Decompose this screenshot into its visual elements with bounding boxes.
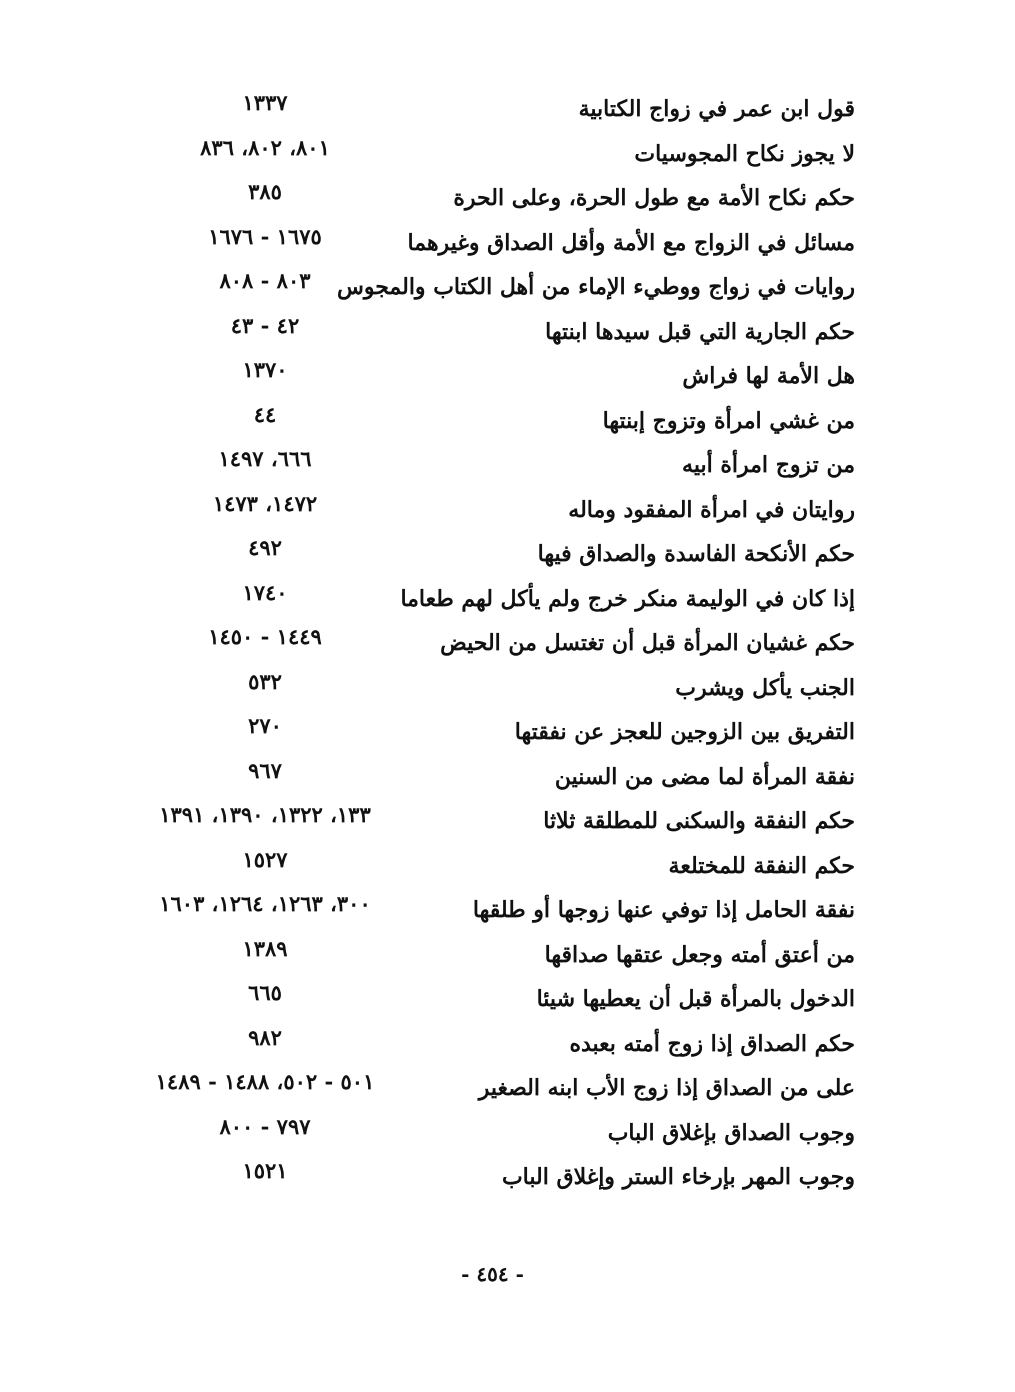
entry-topic: حكم الجارية التي قبل سيدها ابنتها xyxy=(545,318,855,345)
entry-pages: ٤٩٢ xyxy=(248,535,282,560)
index-list xyxy=(0,88,1015,1201)
entry-pages: ١٤٧٢، ١٤٧٣ xyxy=(212,490,318,516)
index-entry xyxy=(0,978,1015,1023)
index-entry xyxy=(0,400,1015,445)
index-entry xyxy=(0,489,1015,534)
entry-pages: ٤٤ xyxy=(253,401,277,427)
entry-pages: ٨٠١، ٨٠٢، ٨٣٦ xyxy=(200,134,330,160)
index-entry xyxy=(0,622,1015,667)
entry-topic: حكم الأنكحة الفاسدة والصداق فيها xyxy=(537,541,855,567)
entry-pages: ٣٨٥ xyxy=(248,179,282,204)
index-entry xyxy=(0,934,1015,979)
entry-pages: ٦٦٦، ١٤٩٧ xyxy=(218,446,312,471)
entry-pages: ٦٦٥ xyxy=(248,980,282,1005)
index-entry xyxy=(0,1112,1015,1157)
entry-pages: ٩٨٢ xyxy=(248,1024,282,1050)
entry-pages: ١٥٢١ xyxy=(242,1158,288,1183)
index-entry xyxy=(0,711,1015,756)
entry-topic: من أعتق أمته وجعل عتقها صداقها xyxy=(544,941,855,968)
entry-pages: ١٧٤٠ xyxy=(242,579,288,605)
entry-topic: من تزوج امرأة أبيه xyxy=(682,452,855,478)
entry-pages: ١٥٢٧ xyxy=(242,846,288,872)
entry-topic: نفقة المرأة لما مضى من السنين xyxy=(554,763,855,790)
index-entry xyxy=(0,311,1015,356)
index-entry xyxy=(0,845,1015,890)
entry-topic: حكم غشيان المرأة قبل أن تغتسل من الحيض xyxy=(440,630,855,656)
entry-topic: حكم النفقة والسكنى للمطلقة ثلاثا xyxy=(543,808,855,834)
entry-topic: حكم نكاح الأمة مع طول الحرة، وعلى الحرة xyxy=(453,185,855,211)
entry-topic: مسائل في الزواج مع الأمة وأقل الصداق وغيرهما xyxy=(407,229,855,256)
index-entry xyxy=(0,1023,1015,1068)
index-entry xyxy=(0,756,1015,801)
index-entry xyxy=(0,889,1015,934)
entry-pages: ١٤٤٩ - ١٤٥٠ xyxy=(208,624,322,649)
index-entry xyxy=(0,800,1015,845)
entry-topic: لا يجوز نكاح المجوسيات xyxy=(634,140,855,167)
entry-topic: من غشي امرأة وتزوج إبنتها xyxy=(602,407,855,434)
entry-topic: على من الصداق إذا زوج الأب ابنه الصغير xyxy=(478,1075,855,1101)
index-entry xyxy=(0,667,1015,712)
entry-pages: ١٣٣، ١٣٢٢، ١٣٩٠، ١٣٩١ xyxy=(159,802,371,827)
entry-pages: ١٣٧٠ xyxy=(242,357,288,382)
entry-pages: ٣٠٠، ١٢٦٣، ١٢٦٤، ١٦٠٣ xyxy=(159,891,371,916)
entry-topic: روايات في زواج ووطيء الإماء من أهل الكتاب والمجوس xyxy=(336,274,855,300)
entry-pages: ٤٢ - ٤٣ xyxy=(230,312,300,338)
entry-topic: إذا كان في الوليمة منكر خرج ولم يأكل لهم طعاما xyxy=(400,585,855,612)
entry-topic: الجنب يأكل ويشرب xyxy=(675,674,855,701)
entry-topic: التفريق بين الزوجين للعجز عن نفقتها xyxy=(514,719,855,745)
index-entry xyxy=(0,533,1015,578)
entry-pages: ٥٣٢ xyxy=(248,668,282,694)
entry-pages: ١٦٧٥ - ١٦٧٦ xyxy=(208,223,322,249)
entry-pages: ٨٠٣ - ٨٠٨ xyxy=(219,268,311,293)
index-entry xyxy=(0,1156,1015,1201)
entry-topic: هل الأمة لها فراش xyxy=(682,363,855,389)
index-entry xyxy=(0,355,1015,400)
entry-topic: حكم النفقة للمختلعة xyxy=(668,852,855,879)
index-entry xyxy=(0,266,1015,311)
index-entry xyxy=(0,177,1015,222)
entry-pages: ١٣٣٧ xyxy=(242,90,288,115)
entry-pages: ٩٦٧ xyxy=(248,757,282,783)
entry-topic: حكم الصداق إذا زوج أمته بعبده xyxy=(569,1030,855,1057)
entry-pages: ٧٩٧ - ٨٠٠ xyxy=(219,1113,311,1139)
entry-topic: قول ابن عمر في زواج الكتابية xyxy=(578,96,855,122)
index-entry xyxy=(0,88,1015,133)
page-number: - ٤٥٤ - xyxy=(461,1262,524,1286)
entry-topic: وجوب الصداق بإغلاق الباب xyxy=(607,1119,855,1146)
index-entry xyxy=(0,133,1015,178)
entry-pages: ٥٠١ - ٥٠٢، ١٤٨٨ - ١٤٨٩ xyxy=(155,1069,375,1094)
entry-pages: ١٣٨٩ xyxy=(242,935,288,961)
index-entry xyxy=(0,578,1015,623)
entry-topic: الدخول بالمرأة قبل أن يعطيها شيئا xyxy=(536,986,855,1012)
index-entry xyxy=(0,444,1015,489)
entry-pages: ٢٧٠ xyxy=(248,713,282,738)
index-entry xyxy=(0,222,1015,267)
entry-topic: روايتان في امرأة المفقود وماله xyxy=(568,496,855,523)
entry-topic: نفقة الحامل إذا توفي عنها زوجها أو طلقها xyxy=(472,897,855,923)
entry-topic: وجوب المهر بإرخاء الستر وإغلاق الباب xyxy=(501,1164,855,1190)
index-entry xyxy=(0,1067,1015,1112)
